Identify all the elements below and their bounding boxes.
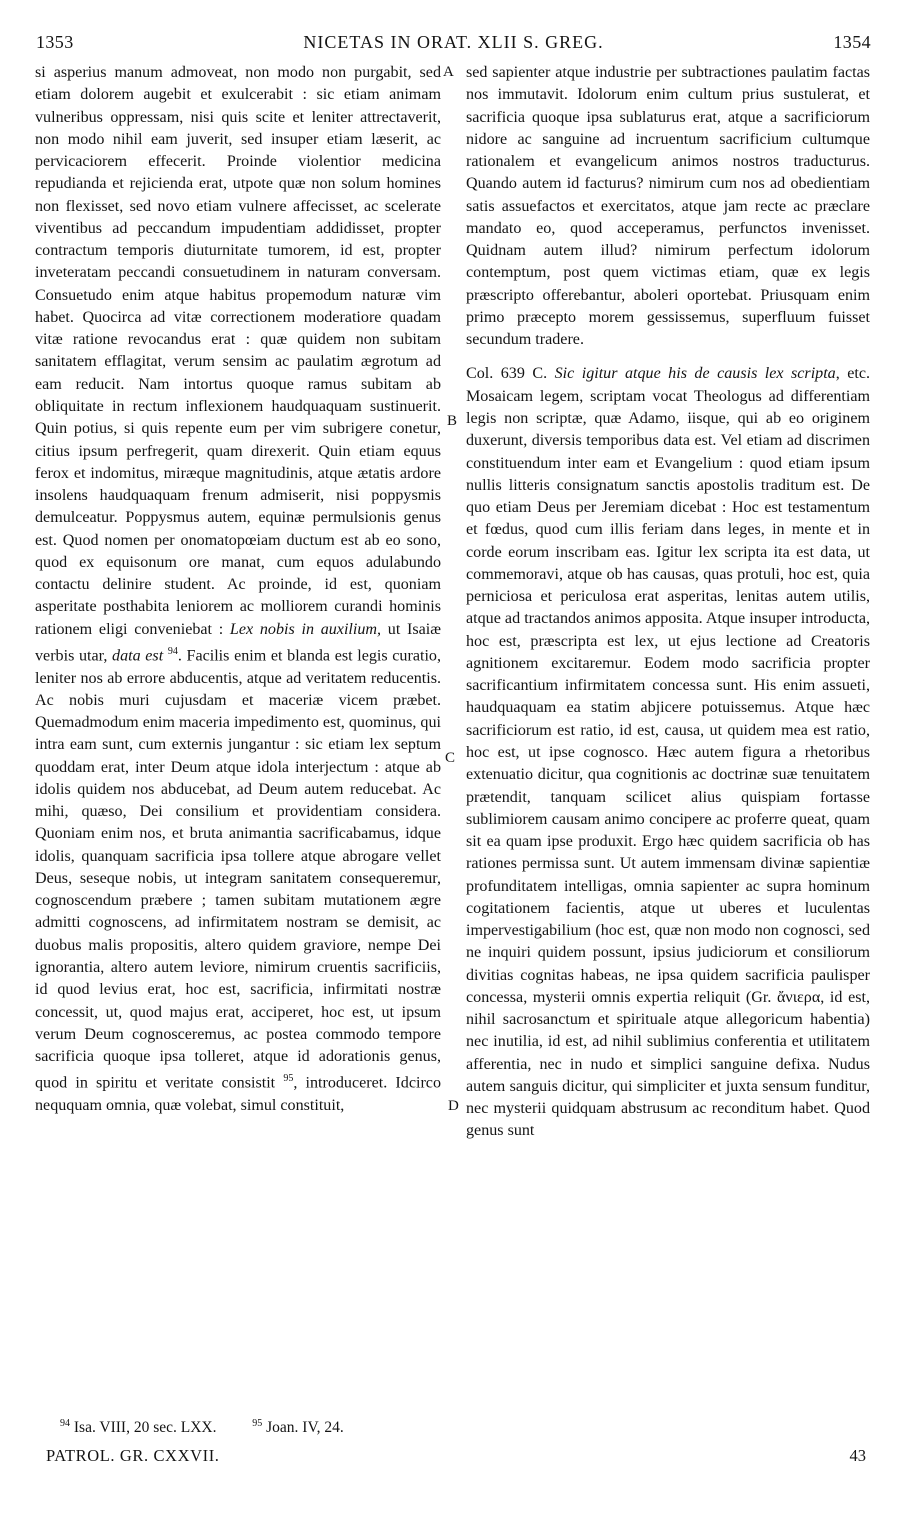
lemma: Sic igitur atque his de causis lex scripta bbox=[554, 365, 836, 383]
left-text-mid: ut Isaiæ verbis utar, bbox=[35, 620, 441, 665]
right-paragraph-1: sed sapienter atque industrie per subtractiones paulatim factas nos immutavit. Idolorum enim cultum prius sustulerat, et sacrificia quoque ipsa sublaturus erat, atque a sacrificiorum nidore ac sanguine ad incruentum sacrificium cultumque rationalem et evangelicum animos nostros traducturus. Quando autem id facturus? nimirum cum nos ad obedientiam satis assuefactos et exercitatos, atque jam recte ac præclare mandato eo, quod acceperamus, perfunctos invenisset. Quidnam autem illud? nimirum perfectum idolorum contemptum, post quem victimas etiam, quæ ex legis præscripto offerebantur, aboleri oportebat. Priusquam enim primo præcepto morem gessissemus, superfluum fuisset secundum tradere. bbox=[466, 64, 870, 349]
signature-mark: 43 bbox=[849, 1446, 866, 1465]
right-column bbox=[466, 62, 870, 1143]
footnote-94: Isa. VIII, 20 sec. LXX. bbox=[70, 1419, 217, 1437]
left-text-part-1: si asperius manum admoveat, non modo non purgabit, sed etiam dolorem augebit et exulcerabit : sic etiam animam vulneribus oppressam, nisi quis scite et leniter attrectaverit, non modo nihil eam juverit, sed insuper etiam læserit, ac pervicaciorem effecerit. Proinde violentior medicina repudianda et rejicienda erat, utpote quæ non solum homines non flexisset, sed novo etiam vulnere affecisset, ac scelerate viventibus ad peccandum impudentiam addidisset, propter contractum temporis diuturnitate tumorem, id est, propter inveteratam peccandi consuetudinem in naturam conversam. Consuetudo enim atque habitus propemodum naturæ vim habet. Quocirca ad vitæ correctionem moderatiore quadam vitæ ratione revocandus erat : quæ quidem non subitam sanitatem efflagitat, verum sensim ac paulatim ægrotum ad eam reducit. Nam intortus quoque ramus subitam ab obliquitate in rectum inflexionem haudquaquam sustinuerit. Quin potius, si quis repente eum per vim subrigere conetur, citius ipsum perfregerit, quam direxerit. Quin etiam equus ferox et indomitus, miræque magnitudinis, atque ætatis ardore insolens haudquaquam frenum admiserit, nisi poppysmis demulceatur. Poppysmus autem, equinæ permulsionis genus est. Quod nomen per onomatopœiam ductum est ab eo sono, quod ex equisonum ore manat, cum equos adulabundo contactu delinire student. Ac proinde, id est, quoniam asperitate posthabita leniorem ac molliorem curandi hominis rationem eligi conveniebat : bbox=[35, 64, 441, 638]
footnotes bbox=[60, 1418, 344, 1437]
commentary-text: , etc. Mosaicam legem, scriptam vocat Theologus ad differentiam legis non scriptæ, quæ Adamo, iisque, qui ab eo originem duxerunt, diversis temporibus data est. Vel etiam ad discrimen constituendum inter eam et Evangelium : quod etiam ipsum nullis litteris consignatum sanctis apostolis traditum est. De quo etiam Deus per Jeremiam dicebat : Hoc est testamentum et fœdus, quod cum illis feriam dans leges, in mente et in corde eorum inscribam eas. Igitur lex scripta ita est data, ut commemoravi, atque ob has causas, quas protuli, hoc est, quia perniciosa et periculosa erat asperitas, lenitas autem utilis, atque ad tractandos animos apposita. Atque insuper introducta, hoc est, præscripta est lex, ut ejus lectione ad Creatoris agnitionem excitaremur. Eodem modo sacrificia propter sacrificantium infirmitatem concessa sunt. His enim assueti, haudquaquam ea statim abjicere potuissemus. Atque hæc sacrificiorum est ratio, id est, causa, ut quidem mea est ratio, hoc est, ut ipse cognosco. Hæc autem figura a rhetoribus extenuatio dicitur, qua cognitionis ac doctrinæ suæ tenuitatem prætendit, tanquam scilicet alius quispiam fortasse sublimiorem causam animo concipere ac proferre queat, quam sit ea quam ipse produxit. Ergo hæc quidem sacrificia ob has rationes permissa sunt. Ut autem immensam divinæ sapientiæ profunditatem intelligas, omnia sapienter ac supra hominum cogitationem facientis, atque ut uberes et luculentas impervestigabilium (hoc est, quæ non modo non cognosci, sed ne inquiri quidem possunt, ipsius judiciorum et consiliorum divitias cognitas habeas, ne ipsa quidem sacrificia paulisper concessa, mysterii omnis expertia reliquit (Gr. ἄνιερα, id est, nihil sacrosanctum et spirituale atque allegoricum habentia) nec inutilia, id est, ad nihil sublimius conferentia et utilitatem afferentia, nec in nudo et simplici sanguine defixa. Nudus autem sanguis dicitur, qui simpliciter et juxta sensum funditur, nec mysterii quidquam abstrusum ac reconditum habet. Quod genus sunt bbox=[466, 365, 871, 1140]
footnote-number-95: 95 bbox=[252, 1418, 263, 1429]
marker-d: D bbox=[448, 1098, 459, 1114]
footnote-number-94: 94 bbox=[60, 1418, 70, 1429]
marker-b: B bbox=[447, 413, 458, 429]
right-column-number: 1354 bbox=[833, 32, 871, 52]
left-column-number: 1353 bbox=[36, 32, 74, 52]
left-text-part-3: , introduceret. Idcirco neququam omnia, quæ volebat, simul constituit, bbox=[35, 1074, 441, 1114]
left-emph-data: data est bbox=[112, 647, 164, 665]
marker-c: C bbox=[445, 750, 456, 766]
footnote-ref-94: 94 bbox=[167, 645, 178, 657]
footnote-95: Joan. IV, 24. bbox=[262, 1419, 344, 1437]
left-column-text bbox=[35, 62, 441, 1117]
running-header bbox=[36, 32, 871, 58]
column-reference: Col. 639 C. bbox=[466, 365, 555, 383]
running-title: NICETAS IN ORAT. XLII S. GREG. bbox=[303, 32, 604, 52]
right-paragraph-2 bbox=[466, 363, 870, 1142]
footnote-ref-95: 95 bbox=[283, 1073, 294, 1085]
page-footer bbox=[46, 1446, 866, 1470]
left-emph-lex: Lex nobis in auxilium, bbox=[229, 620, 382, 638]
left-text-part-2: . Facilis enim et blanda est legis curatio, leniter nos ab errore abducentis, atque ad veritatem reducentis. Ac nobis muri cujusdam et maceriæ vicem præbet. Quemadmodum enim maceria impedimento est, quominus, qui intra eam sunt, cum externis jungantur : sic etiam lex septum quoddam erat, inter Deum atque idola interjectum : atque ab idolis quidem nos abducebat, ad Deum autem reducebat. Ac mihi, quæso, Dei consilium et providentiam considera. Quoniam enim nos, et bruta animantia sacrificabamus, idque idolis, quanquam sacrificia ipsa tollere atque abrogare vellet Deus, seseque nobis, ut integram sanitatem consequeremur, cognoscendum præbere ; tamen subitam mutationem ægre admitti cognoscens, ad infirmitatem nostram se demisit, ac duobus malis propositis, altero quidem graviore, nempe Dei ignorantia, altero autem leviore, nimirum cruentis sacrificiis, id quod levius erat, hoc est, sacrificia, infirmitati nostræ concessit, ut, quod majus erat, acciperet, hoc est, ut ipsum verum Deum cognosceremus, ac postea commodo tempore sacrificia quoque ipsa tolleret, atque id adorationis genus, quod in spiritu et veritate consistit bbox=[35, 647, 441, 1092]
series-title: PATROL. GR. CXXVII. bbox=[46, 1446, 220, 1465]
left-column bbox=[35, 62, 441, 1117]
marker-a: A bbox=[443, 64, 454, 80]
